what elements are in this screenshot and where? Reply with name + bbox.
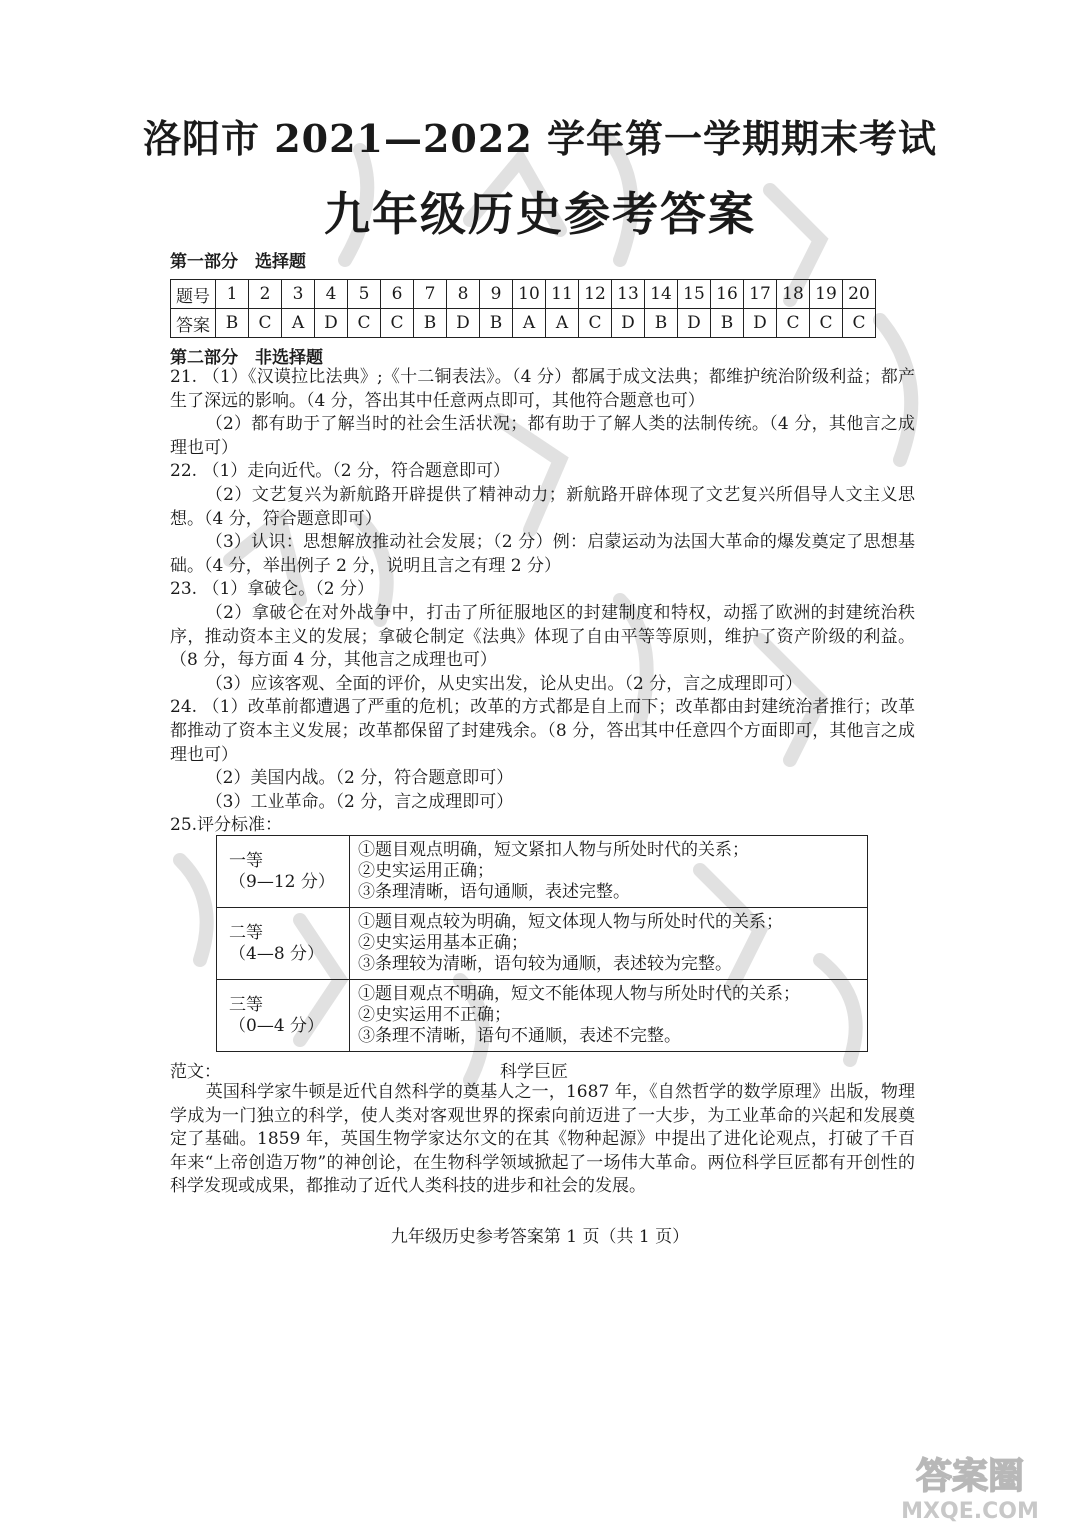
question-number: 6 <box>381 280 414 309</box>
criterion: ①题目观点不明确，短文不能体现人物与所处时代的关系； <box>358 984 800 1004</box>
question-number: 11 <box>546 280 579 309</box>
answer-21-1: 21. （1）《汉谟拉比法典》;《十二铜表法》。（4 分）都属于成文法典；都维护统治阶级利益；都产生了深远的影响。（4 分，答出其中任意两点即可，其他符合题意也可） <box>170 367 915 411</box>
answer-cell: A <box>513 309 546 338</box>
answer-cell: C <box>348 309 381 338</box>
answer-23-2: （2）拿破仑在对外战争中，打击了所征服地区的封建制度和特权，动摇了欧洲的封建统治秩序，推动资本主义的发展；拿破仑制定《法典》体现了自由平等等原则，维护了资产阶级的利益。（8 分，每方面 4 分，其他言之成理也可） <box>170 602 915 671</box>
grade-level-cell <box>217 980 350 1052</box>
criterion: ②史实运用基本正确； <box>358 933 528 953</box>
sample-text: 英国科学家牛顿是近代自然科学的奠基人之一，1687 年，《自然哲学的数学原理》出版，物理学成为一门独立的科学，使人类对客观世界的探索向前迈进了一大步，为工业革命的兴起和发展奠定了基础。1859 年，英国生物学家达尔文的在其《物种起源》中提出了进化论观点，打破了千百年来“上帝创造万物”的神创论，在生物科学领域掀起了一场伟大革命。两位科学巨匠都有开创性的科学发现或成果，都推动了近代人类科技的进步和社会的发展。 <box>170 1082 915 1197</box>
criterion: ①题目观点较为明确，短文体现人物与所处时代的关系； <box>358 912 783 932</box>
question-number: 13 <box>612 280 645 309</box>
question-number: 8 <box>447 280 480 309</box>
answer-24-2: （2）美国内战。（2 分，符合题意即可） <box>205 768 514 789</box>
answer-23-1: 23. （1）拿破仑。（2 分） <box>170 579 374 600</box>
grade-level: 三等 <box>229 994 263 1015</box>
question-number: 2 <box>249 280 282 309</box>
part2-answers <box>170 366 915 838</box>
grade-range: （4—8 分） <box>229 943 325 964</box>
answer-cell: D <box>612 309 645 338</box>
svg-text:MXQE.COM: MXQE.COM <box>901 1499 1039 1524</box>
question-number: 16 <box>711 280 744 309</box>
grade-row <box>217 980 868 1052</box>
answer-cell: A <box>282 309 315 338</box>
svg-text:答案圈: 答案圈 <box>915 1456 1025 1497</box>
sample-essay-header <box>170 1057 915 1082</box>
document-subtitle: 九年级历史参考答案 <box>324 187 756 241</box>
answer-cell: C <box>579 309 612 338</box>
answer-23-3: （3）应该客观、全面的评价，从史实出发，论从史出。（2 分，言之成理即可） <box>205 673 803 694</box>
criterion: ①题目观点明确，短文紧扣人物与所处时代的关系； <box>358 840 749 860</box>
answer-cell: B <box>645 309 678 338</box>
answer-row <box>171 309 876 338</box>
sample-essay <box>170 1081 915 1199</box>
answer-21-2: （2）都有助于了解当时的社会生活状况；都有助于了解人类的法制传统。（4 分，其他言之成理也可） <box>170 414 915 458</box>
grade-level: 一等 <box>229 850 263 871</box>
grading-heading: 25.评分标准： <box>170 815 283 836</box>
grade-level-cell <box>217 836 350 908</box>
answer-cell: D <box>447 309 480 338</box>
site-logo <box>880 1440 1060 1525</box>
answer-cell: B <box>216 309 249 338</box>
criterion: ②史实运用正确； <box>358 861 494 881</box>
grade-level-cell <box>217 908 350 980</box>
grade-criteria-cell <box>350 908 868 980</box>
grade-row <box>217 836 868 908</box>
answer-cell: A <box>546 309 579 338</box>
question-number: 14 <box>645 280 678 309</box>
question-number: 5 <box>348 280 381 309</box>
answer-cell: B <box>414 309 447 338</box>
answer-cell: B <box>480 309 513 338</box>
criterion: ②史实运用不正确； <box>358 1005 511 1025</box>
criterion: ③条理清晰，语句通顺，表述完整。 <box>358 882 630 902</box>
question-number: 12 <box>579 280 612 309</box>
sample-title: 科学巨匠 <box>500 1062 568 1082</box>
grading-table <box>216 835 868 1052</box>
question-number: 18 <box>777 280 810 309</box>
question-number: 19 <box>810 280 843 309</box>
grade-row <box>217 908 868 980</box>
answer-key-table <box>170 279 876 338</box>
question-number: 20 <box>843 280 876 309</box>
sample-label: 范文： <box>170 1062 221 1082</box>
answer-cell: C <box>843 309 876 338</box>
answer-cell: C <box>810 309 843 338</box>
answer-24-3: （3）工业革命。（2 分，言之成理即可） <box>205 791 514 812</box>
answer-24-1: 24. （1）改革前都遭遇了严重的危机；改革的方式都是自上而下；改革都由封建统治者推行；改革都推动了资本主义发展；改革都保留了封建残余。（8 分，答出其中任意四个方面即可，其他言之成理也可） <box>170 697 915 765</box>
grade-criteria-cell <box>350 980 868 1052</box>
answer-cell: C <box>249 309 282 338</box>
grade-range: （0—4 分） <box>229 1015 325 1036</box>
grade-range: （9—12 分） <box>229 871 335 892</box>
question-number: 9 <box>480 280 513 309</box>
question-number: 7 <box>414 280 447 309</box>
answer-cell: C <box>777 309 810 338</box>
answer-cell: D <box>315 309 348 338</box>
row-label: 题号 <box>171 280 216 309</box>
question-number-row <box>171 280 876 309</box>
grade-criteria-cell <box>350 836 868 908</box>
criterion: ③条理较为清晰，语句较为通顺，表述较为完整。 <box>358 954 732 974</box>
answer-22-2: （2）文艺复兴为新航路开辟提供了精神动力；新航路开辟体现了文艺复兴所倡导人文主义思想。（4 分，符合题意即可） <box>170 484 915 529</box>
answer-cell: D <box>678 309 711 338</box>
question-number: 3 <box>282 280 315 309</box>
row-label: 答案 <box>171 309 216 338</box>
criterion: ③条理不清晰，语句不通顺，表述不完整。 <box>358 1026 681 1046</box>
part1-heading: 第一部分 选择题 <box>170 252 306 272</box>
question-number: 10 <box>513 280 546 309</box>
exam-title: 洛阳市 2021—2022 学年第一学期期末考试 <box>143 116 937 161</box>
question-number: 15 <box>678 280 711 309</box>
question-number: 1 <box>216 280 249 309</box>
answer-22-1: 22. （1）走向近代。（2 分，符合题意即可） <box>170 461 510 482</box>
answer-cell: C <box>381 309 414 338</box>
page-footer: 九年级历史参考答案第 1 页（共 1 页） <box>390 1227 690 1247</box>
question-number: 17 <box>744 280 777 309</box>
grade-level: 二等 <box>229 922 263 943</box>
question-number: 4 <box>315 280 348 309</box>
part2-heading: 第二部分 非选择题 <box>170 348 323 368</box>
answer-cell: B <box>711 309 744 338</box>
answer-22-3: （3）认识：思想解放推动社会发展；（2 分）例：启蒙运动为法国大革命的爆发奠定了思想基础。（4 分，举出例子 2 分，说明且言之有理 2 分） <box>170 532 915 576</box>
answer-cell: D <box>744 309 777 338</box>
